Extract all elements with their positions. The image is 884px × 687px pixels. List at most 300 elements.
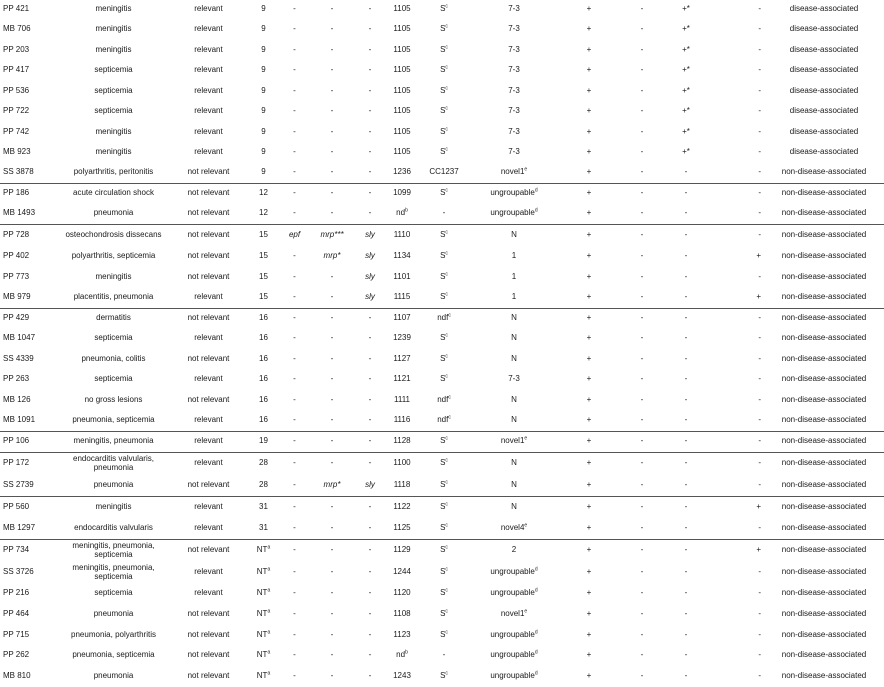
clonal-complex-value: S: [440, 44, 446, 54]
clonal-complex-value: ndf: [437, 414, 449, 424]
relevance-value: not relevant: [187, 629, 230, 639]
epf-cell-value: -: [293, 501, 296, 511]
relevance-value: not relevant: [187, 609, 230, 619]
epf-cell-value: -: [293, 671, 296, 681]
mrp-cell: [308, 369, 356, 390]
epf-cell: [281, 349, 308, 369]
marker-4-value: +: [756, 501, 761, 511]
footnote-marker: d: [534, 187, 538, 194]
sly-cell: [356, 163, 384, 183]
lesion-value: pneumonia: [93, 479, 134, 489]
strain-id-value: PP 429: [3, 312, 30, 322]
marker-3-value: -: [684, 271, 688, 281]
mrp-cell-value: -: [330, 188, 334, 198]
marker-2-value: -: [640, 522, 644, 532]
marker-1: [560, 122, 618, 142]
clonal-complex-value: S: [440, 147, 446, 157]
marker-3: [666, 625, 706, 645]
table-row: [0, 604, 884, 625]
mrp-cell: [308, 142, 356, 163]
epf-cell: [281, 60, 308, 81]
strain-id: [0, 0, 56, 19]
group: [468, 496, 560, 518]
relevance: [171, 518, 246, 539]
lesion-value: meningitis: [95, 501, 132, 511]
epf-cell: [281, 431, 308, 452]
strain-id-value: PP 172: [3, 458, 30, 468]
epf-cell-value: -: [293, 650, 296, 660]
relevance: [171, 308, 246, 328]
sequence-type-value: 1236: [393, 167, 411, 177]
sequence-type: [384, 583, 420, 604]
sly-cell-value: -: [368, 374, 372, 384]
epf-cell: [281, 328, 308, 349]
mrp-cell: [308, 328, 356, 349]
sly-cell-value: -: [368, 188, 372, 198]
marker-4-value: -: [758, 229, 761, 239]
mrp-cell: [308, 539, 356, 562]
sly-cell: [356, 452, 384, 475]
marker-4: [706, 246, 764, 267]
epf-cell-value: -: [293, 65, 296, 75]
clonal-complex: [420, 583, 468, 604]
relevance: [171, 40, 246, 60]
table-row: [0, 163, 884, 183]
mrp-cell-value: -: [330, 545, 334, 555]
lesion-value: meningitis: [95, 147, 132, 157]
marker-3-value: +*: [682, 65, 690, 75]
classification-value: non-disease-associated: [781, 251, 867, 261]
epf-cell-value: -: [293, 374, 296, 384]
footnote-marker: c: [445, 64, 448, 71]
epf-cell: [281, 163, 308, 183]
sly-cell-value: -: [368, 588, 372, 598]
marker-1-value: +: [586, 65, 592, 75]
marker-2-value: -: [640, 588, 644, 598]
sly-cell-value: -: [368, 4, 372, 14]
sequence-type-value: 1100: [393, 458, 411, 468]
marker-3-value: -: [684, 479, 688, 489]
footnote-marker: a: [267, 649, 271, 656]
epf-cell: [281, 267, 308, 287]
epf-cell: [281, 101, 308, 122]
serotype-value: 12: [259, 188, 268, 198]
sly-cell-value: -: [368, 650, 372, 660]
strain-id: [0, 142, 56, 163]
marker-2-value: -: [640, 609, 644, 619]
marker-4: [706, 390, 764, 410]
serotype-value: NT: [256, 609, 268, 619]
clonal-complex: [420, 19, 468, 40]
relevance: [171, 496, 246, 518]
sly-cell-value: -: [368, 65, 372, 75]
sly-cell-value: -: [368, 85, 372, 95]
sequence-type: [384, 204, 420, 224]
marker-2: [618, 539, 666, 562]
footnote-marker: d: [534, 587, 538, 594]
relevance-value: relevant: [194, 501, 223, 511]
marker-3: [666, 431, 706, 452]
footnote-marker: c: [445, 479, 448, 486]
serotype: [246, 475, 281, 496]
sly-cell-value: -: [368, 414, 372, 424]
marker-2-value: -: [640, 65, 644, 75]
clonal-complex-value: S: [440, 522, 446, 532]
marker-2: [618, 163, 666, 183]
lesion-value: meningitis: [95, 24, 132, 34]
serotype: [246, 101, 281, 122]
mrp-cell: [308, 496, 356, 518]
serotype-value: 31: [259, 501, 268, 511]
marker-1-value: +: [586, 106, 592, 116]
relevance: [171, 369, 246, 390]
marker-2-value: -: [640, 436, 644, 446]
table-row: [0, 60, 884, 81]
mrp-cell-value: -: [330, 167, 334, 177]
serotype-value: 16: [259, 394, 268, 404]
group: [468, 328, 560, 349]
relevance: [171, 267, 246, 287]
serotype: [246, 562, 281, 583]
sequence-type: [384, 101, 420, 122]
group: [468, 475, 560, 496]
marker-4: [706, 518, 764, 539]
group-value: N: [511, 458, 517, 468]
relevance: [171, 122, 246, 142]
table-row: [0, 583, 884, 604]
mrp-cell: [308, 518, 356, 539]
strain-id-value: MB 1493: [3, 208, 36, 218]
marker-4-value: -: [758, 588, 761, 598]
marker-3-value: -: [684, 436, 688, 446]
marker-4-value: -: [758, 65, 761, 75]
marker-4-value: -: [758, 85, 761, 95]
clonal-complex: [420, 224, 468, 246]
lesion: [56, 0, 171, 19]
epf-cell-value: -: [293, 353, 296, 363]
group-value: N: [511, 353, 517, 363]
epf-cell: [281, 390, 308, 410]
epf-cell-value: -: [293, 251, 296, 261]
classification-value: non-disease-associated: [781, 229, 867, 239]
clonal-complex: [420, 246, 468, 267]
group: [468, 204, 560, 224]
table-row: [0, 645, 884, 666]
mrp-cell: [308, 452, 356, 475]
clonal-complex-value: S: [440, 545, 446, 555]
mrp-cell-value: -: [330, 291, 334, 301]
sequence-type-value: 1099: [393, 188, 411, 198]
marker-3: [666, 475, 706, 496]
marker-3: [666, 604, 706, 625]
marker-4-value: -: [758, 671, 761, 681]
serotype: [246, 666, 281, 687]
marker-1: [560, 666, 618, 687]
sequence-type-value: 1120: [393, 588, 411, 598]
sly-cell: [356, 122, 384, 142]
epf-cell-value: -: [293, 271, 296, 281]
serotype: [246, 583, 281, 604]
mrp-cell-value: -: [330, 671, 334, 681]
sequence-type-value: 1101: [393, 271, 411, 281]
strain-id-value: PP 417: [3, 65, 30, 75]
mrp-cell: [308, 19, 356, 40]
lesion: [56, 410, 171, 431]
clonal-complex: [420, 0, 468, 19]
mrp-cell-value: -: [330, 394, 334, 404]
clonal-complex: [420, 410, 468, 431]
strain-id: [0, 496, 56, 518]
strain-id-value: PP 106: [3, 436, 30, 446]
marker-2: [618, 122, 666, 142]
strain-id: [0, 287, 56, 308]
strain-id-value: PP 186: [3, 188, 30, 198]
table-row: [0, 204, 884, 224]
marker-4: [706, 40, 764, 60]
clonal-complex-value: S: [440, 353, 446, 363]
lesion: [56, 583, 171, 604]
strain-id-value: PP 742: [3, 126, 30, 136]
footnote-marker: c: [445, 332, 448, 339]
clonal-complex: [420, 163, 468, 183]
serotype-value: 31: [259, 522, 268, 532]
sly-cell: [356, 142, 384, 163]
marker-4-value: -: [758, 44, 761, 54]
lesion-value: septicemia: [94, 588, 133, 598]
clonal-complex-value: S: [440, 251, 446, 261]
marker-1-value: +: [586, 126, 592, 136]
marker-1: [560, 40, 618, 60]
clonal-complex-value: ndf: [437, 394, 449, 404]
strain-id: [0, 122, 56, 142]
clonal-complex-value: S: [440, 106, 446, 116]
strain-id-value: MB 706: [3, 24, 31, 34]
classification-value: non-disease-associated: [781, 414, 867, 424]
marker-3-value: -: [684, 374, 688, 384]
strain-id-value: PP 773: [3, 271, 30, 281]
relevance-value: not relevant: [187, 251, 230, 261]
epf-cell-value: -: [293, 312, 296, 322]
footnote-marker: c: [445, 501, 448, 508]
sly-cell: [356, 604, 384, 625]
classification: [764, 122, 884, 142]
mrp-cell: [308, 390, 356, 410]
marker-1-value: +: [586, 44, 592, 54]
epf-cell-value: -: [293, 188, 296, 198]
sequence-type-value: 1110: [393, 229, 411, 239]
sly-cell-value: -: [368, 501, 372, 511]
mrp-cell-value: -: [330, 4, 334, 14]
serotype-value: NT: [256, 671, 268, 681]
footnote-marker: c: [445, 373, 448, 380]
sequence-type-value: 1123: [393, 629, 411, 639]
clonal-complex: [420, 431, 468, 452]
group: [468, 452, 560, 475]
sequence-type: [384, 349, 420, 369]
relevance-value: not relevant: [187, 394, 230, 404]
classification: [764, 163, 884, 183]
lesion-value: meningitis: [95, 126, 132, 136]
marker-2: [618, 142, 666, 163]
sequence-type: [384, 81, 420, 101]
marker-2: [618, 246, 666, 267]
relevance-value: relevant: [194, 567, 223, 577]
marker-4: [706, 0, 764, 19]
marker-3-value: -: [684, 629, 688, 639]
table-row: [0, 328, 884, 349]
sequence-type-value: 1105: [393, 126, 411, 136]
mrp-cell: [308, 410, 356, 431]
group: [468, 666, 560, 687]
lesion-value: endocarditis valvularis, pneumonia: [73, 453, 154, 472]
marker-2-value: -: [640, 126, 644, 136]
marker-4-value: -: [758, 414, 761, 424]
sequence-type-value: 1127: [393, 353, 411, 363]
marker-3: [666, 0, 706, 19]
sequence-type: [384, 604, 420, 625]
footnote-marker: e: [524, 608, 528, 615]
strain-id-value: MB 1297: [3, 522, 36, 532]
epf-cell-value: -: [293, 85, 296, 95]
mrp-cell: [308, 604, 356, 625]
epf-cell: [281, 625, 308, 645]
sequence-type-value: 1108: [393, 609, 411, 619]
sly-cell: [356, 81, 384, 101]
mrp-cell: [308, 645, 356, 666]
sly-cell-value: -: [368, 629, 372, 639]
marker-2: [618, 60, 666, 81]
group: [468, 60, 560, 81]
sequence-type: [384, 0, 420, 19]
relevance: [171, 101, 246, 122]
lesion: [56, 475, 171, 496]
classification-value: non-disease-associated: [781, 353, 867, 363]
mrp-cell-value: -: [330, 106, 334, 116]
footnote-marker: c: [445, 670, 448, 677]
marker-1-value: +: [586, 4, 592, 14]
footnote-marker: a: [267, 670, 271, 677]
relevance: [171, 183, 246, 204]
marker-1: [560, 604, 618, 625]
epf-cell-value: -: [293, 147, 296, 157]
classification: [764, 246, 884, 267]
footnote-marker: a: [267, 566, 271, 573]
marker-2-value: -: [640, 4, 644, 14]
serotype-value: 9: [261, 106, 266, 116]
marker-4: [706, 496, 764, 518]
sequence-type: [384, 496, 420, 518]
marker-4: [706, 122, 764, 142]
serotype: [246, 349, 281, 369]
lesion-value: meningitis: [95, 271, 132, 281]
clonal-complex-value: -: [442, 208, 446, 218]
classification-value: disease-associated: [789, 106, 859, 116]
classification: [764, 496, 884, 518]
epf-cell-value: -: [293, 436, 296, 446]
serotype: [246, 625, 281, 645]
group-value: ungroupable: [490, 650, 535, 660]
clonal-complex: [420, 539, 468, 562]
footnote-marker: d: [534, 566, 538, 573]
mrp-cell-value: -: [330, 24, 334, 34]
epf-cell-value: -: [293, 126, 296, 136]
group: [468, 163, 560, 183]
classification: [764, 604, 884, 625]
clonal-complex-value: S: [440, 588, 446, 598]
table-row: [0, 142, 884, 163]
marker-3: [666, 369, 706, 390]
mrp-cell-value: -: [330, 65, 334, 75]
sly-cell-value: -: [368, 609, 372, 619]
marker-1: [560, 518, 618, 539]
classification: [764, 539, 884, 562]
sequence-type: [384, 452, 420, 475]
epf-cell: [281, 142, 308, 163]
mrp-cell-value: -: [330, 501, 334, 511]
group-value: N: [511, 394, 517, 404]
classification-value: non-disease-associated: [781, 588, 867, 598]
classification-value: disease-associated: [789, 4, 859, 14]
serotype-value: 9: [261, 167, 266, 177]
sequence-type: [384, 475, 420, 496]
clonal-complex: [420, 562, 468, 583]
clonal-complex: [420, 142, 468, 163]
mrp-cell: [308, 267, 356, 287]
marker-3-value: -: [684, 251, 688, 261]
lesion: [56, 40, 171, 60]
mrp-cell: [308, 163, 356, 183]
group-value: 1: [511, 291, 517, 301]
serotype: [246, 452, 281, 475]
serotype-value: 19: [259, 436, 268, 446]
marker-2: [618, 0, 666, 19]
classification: [764, 101, 884, 122]
marker-4-value: -: [758, 208, 761, 218]
lesion: [56, 204, 171, 224]
marker-2: [618, 328, 666, 349]
clonal-complex: [420, 625, 468, 645]
marker-4: [706, 604, 764, 625]
marker-1-value: +: [586, 501, 592, 511]
lesion-value: polyarthritis, peritonitis: [73, 167, 154, 177]
table-row: [0, 287, 884, 308]
marker-4-value: -: [758, 188, 761, 198]
relevance-value: relevant: [194, 522, 223, 532]
marker-3-value: -: [684, 167, 688, 177]
strain-id: [0, 246, 56, 267]
clonal-complex: [420, 287, 468, 308]
classification: [764, 60, 884, 81]
serotype-value: 9: [261, 24, 266, 34]
epf-cell-value: -: [293, 479, 296, 489]
clonal-complex-value: CC1237: [429, 167, 459, 177]
group: [468, 224, 560, 246]
relevance: [171, 562, 246, 583]
strain-id: [0, 562, 56, 583]
lesion: [56, 666, 171, 687]
serotype-value: 9: [261, 65, 266, 75]
marker-2-value: -: [640, 353, 644, 363]
footnote-marker: d: [534, 207, 538, 214]
sequence-type-value: 1115: [393, 291, 411, 301]
lesion-value: septicemia: [94, 374, 133, 384]
classification-value: disease-associated: [789, 85, 859, 95]
marker-3: [666, 666, 706, 687]
mrp-cell: [308, 183, 356, 204]
epf-cell-value: -: [293, 24, 296, 34]
lesion-value: pneumonia, septicemia: [72, 650, 155, 660]
marker-2: [618, 390, 666, 410]
